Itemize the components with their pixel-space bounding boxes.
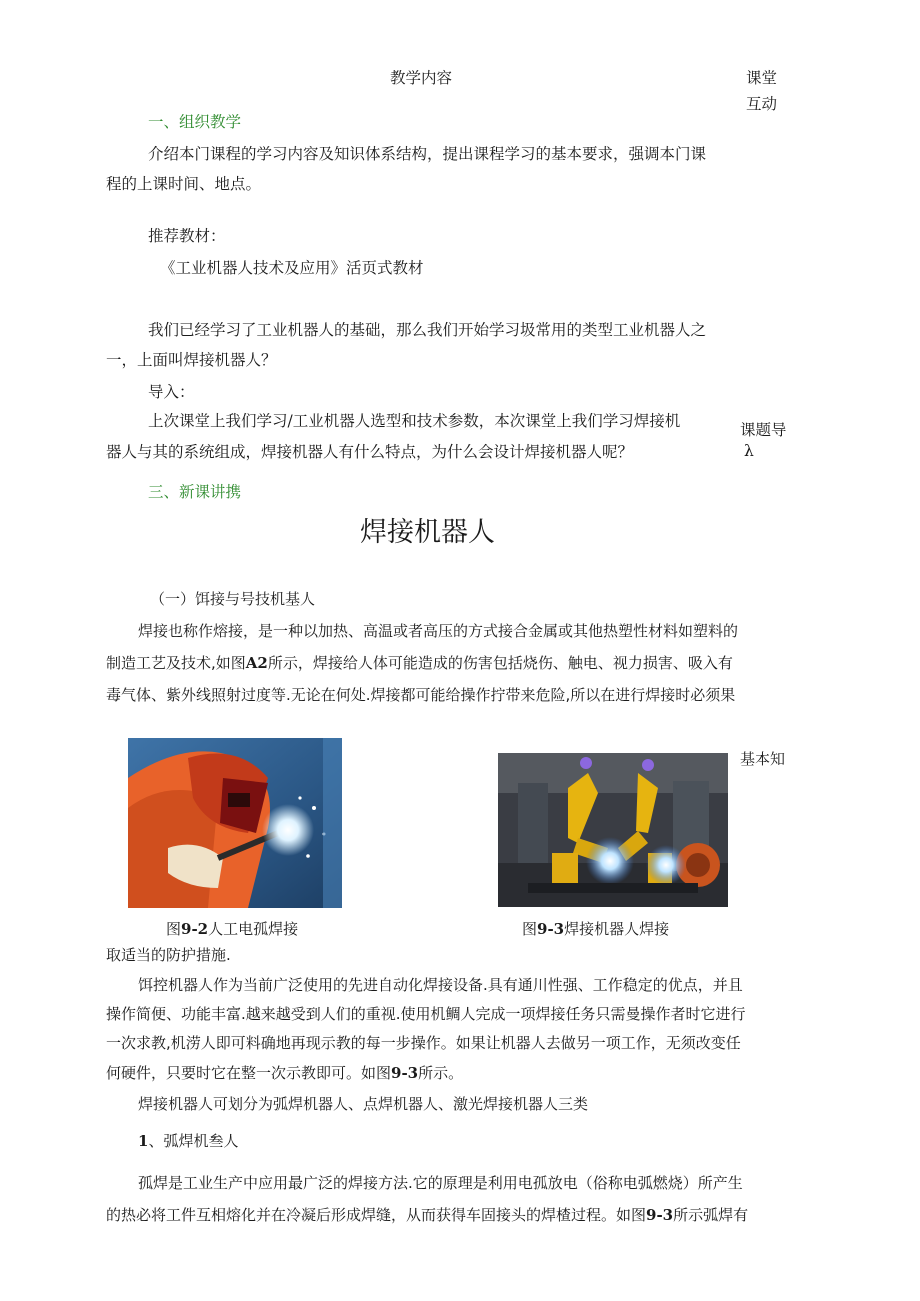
header-side-line1: 课堂 (746, 69, 778, 87)
lead-label: 导入： (148, 383, 195, 401)
p4-line1: 孤焊是工业生产中应用最广泛的焊接方法.它的原理是利用电孤放电（俗称电弧燃烧）所产生 (138, 1174, 743, 1192)
p4-line2: 的热必将工件互相熔化并在冷凝后形成焊缝，从而获得车固接头的焊楂过程。如图9-3所示弧焊有 (106, 1206, 749, 1224)
p1-line1: 焊接也称作熔接，是一种以加热、高温或者高压的方式接合金属或其他热塑性材料如塑料的 (138, 622, 739, 640)
section1-para-line2: 程的上课时间、地点。 (106, 175, 262, 193)
welding-robot-photo (498, 753, 728, 907)
subsection1-title: （一）饵接与号技机基人 (150, 590, 316, 608)
textbook-label: 推荐教材： (148, 227, 226, 245)
manual-arc-welding-photo (128, 738, 342, 908)
intro-para-line2: 一，上面叫焊接机器人？ (106, 351, 277, 369)
intro-side-line1: 课题导 (740, 421, 787, 439)
p1-line4: 取适当的防护措施. (106, 946, 231, 964)
lead-line1: 上次课堂上我们学习/工业机器人选型和技术参数，本次课堂上我们学习焊接机 (148, 412, 681, 430)
p2-line3: 一次求教,机涝人即可料确地再现示教的每一步操作。如果让机器人去做另一项工作，无须改变任 (106, 1034, 741, 1052)
p2-line1: 饵控机器人作为当前广泛使用的先进自动化焊接设备.具有通川性强、工作稳定的优点，并且 (138, 976, 743, 994)
intro-para-line1: 我们已经学习了工业机器人的基础，那么我们开始学习圾常用的类型工业机器人之 (148, 321, 707, 339)
header-side-line2: 互动 (746, 95, 778, 113)
subsection2-title: 1、弧焊机叁人 (138, 1132, 239, 1150)
page-title: 焊接机器人 (360, 517, 495, 548)
p2-line4: 何硬件，只要时它在整一次示教即可。如图9-3所示。 (106, 1064, 464, 1082)
p1-line2: 制造工艺及技术,如图A2所示，焊接给人体可能造成的伤害包括烧伤、触电、视力损害、吸入有 (106, 654, 733, 672)
p2-line2: 操作简便、功能丰富.越来越受到人们的重视.使用机鲷人完成一项焊接任务只需曼操作者时它进行 (106, 1005, 746, 1023)
p1-line3: 毒气体、紫外线照射过度等.无论在何处.焊接都可能给操作拧带来危险,所以在进行焊接时必须果 (106, 686, 736, 704)
section1-para-line1: 介绍本门课程的学习内容及知识体系结构，提出课程学习的基本要求，强调本门课 (148, 145, 707, 163)
intro-side-line2: λ (744, 442, 754, 460)
figure1-caption: 图9-2人工电孤焊接 (166, 920, 299, 938)
p3-line1: 焊接机器人可划分为弧焊机器人、点焊机器人、激光焊接机器人三类 (138, 1095, 589, 1113)
figure2-caption: 图9-3焊接机器人焊接 (522, 920, 670, 938)
section3-heading: 三、新课讲携 (148, 483, 242, 501)
textbook-title: 《工业机器人技术及应用》活页式教材 (160, 259, 424, 277)
section1-heading: 一、组织教学 (148, 113, 242, 131)
side-basic-knowledge: 基本知 (740, 750, 786, 768)
header-teaching-content: 教学内容 (390, 69, 453, 87)
lead-line2: 器人与其的系统组成，焊接机器人有什么特点，为什么会设计焊接机器人呢？ (106, 443, 634, 461)
